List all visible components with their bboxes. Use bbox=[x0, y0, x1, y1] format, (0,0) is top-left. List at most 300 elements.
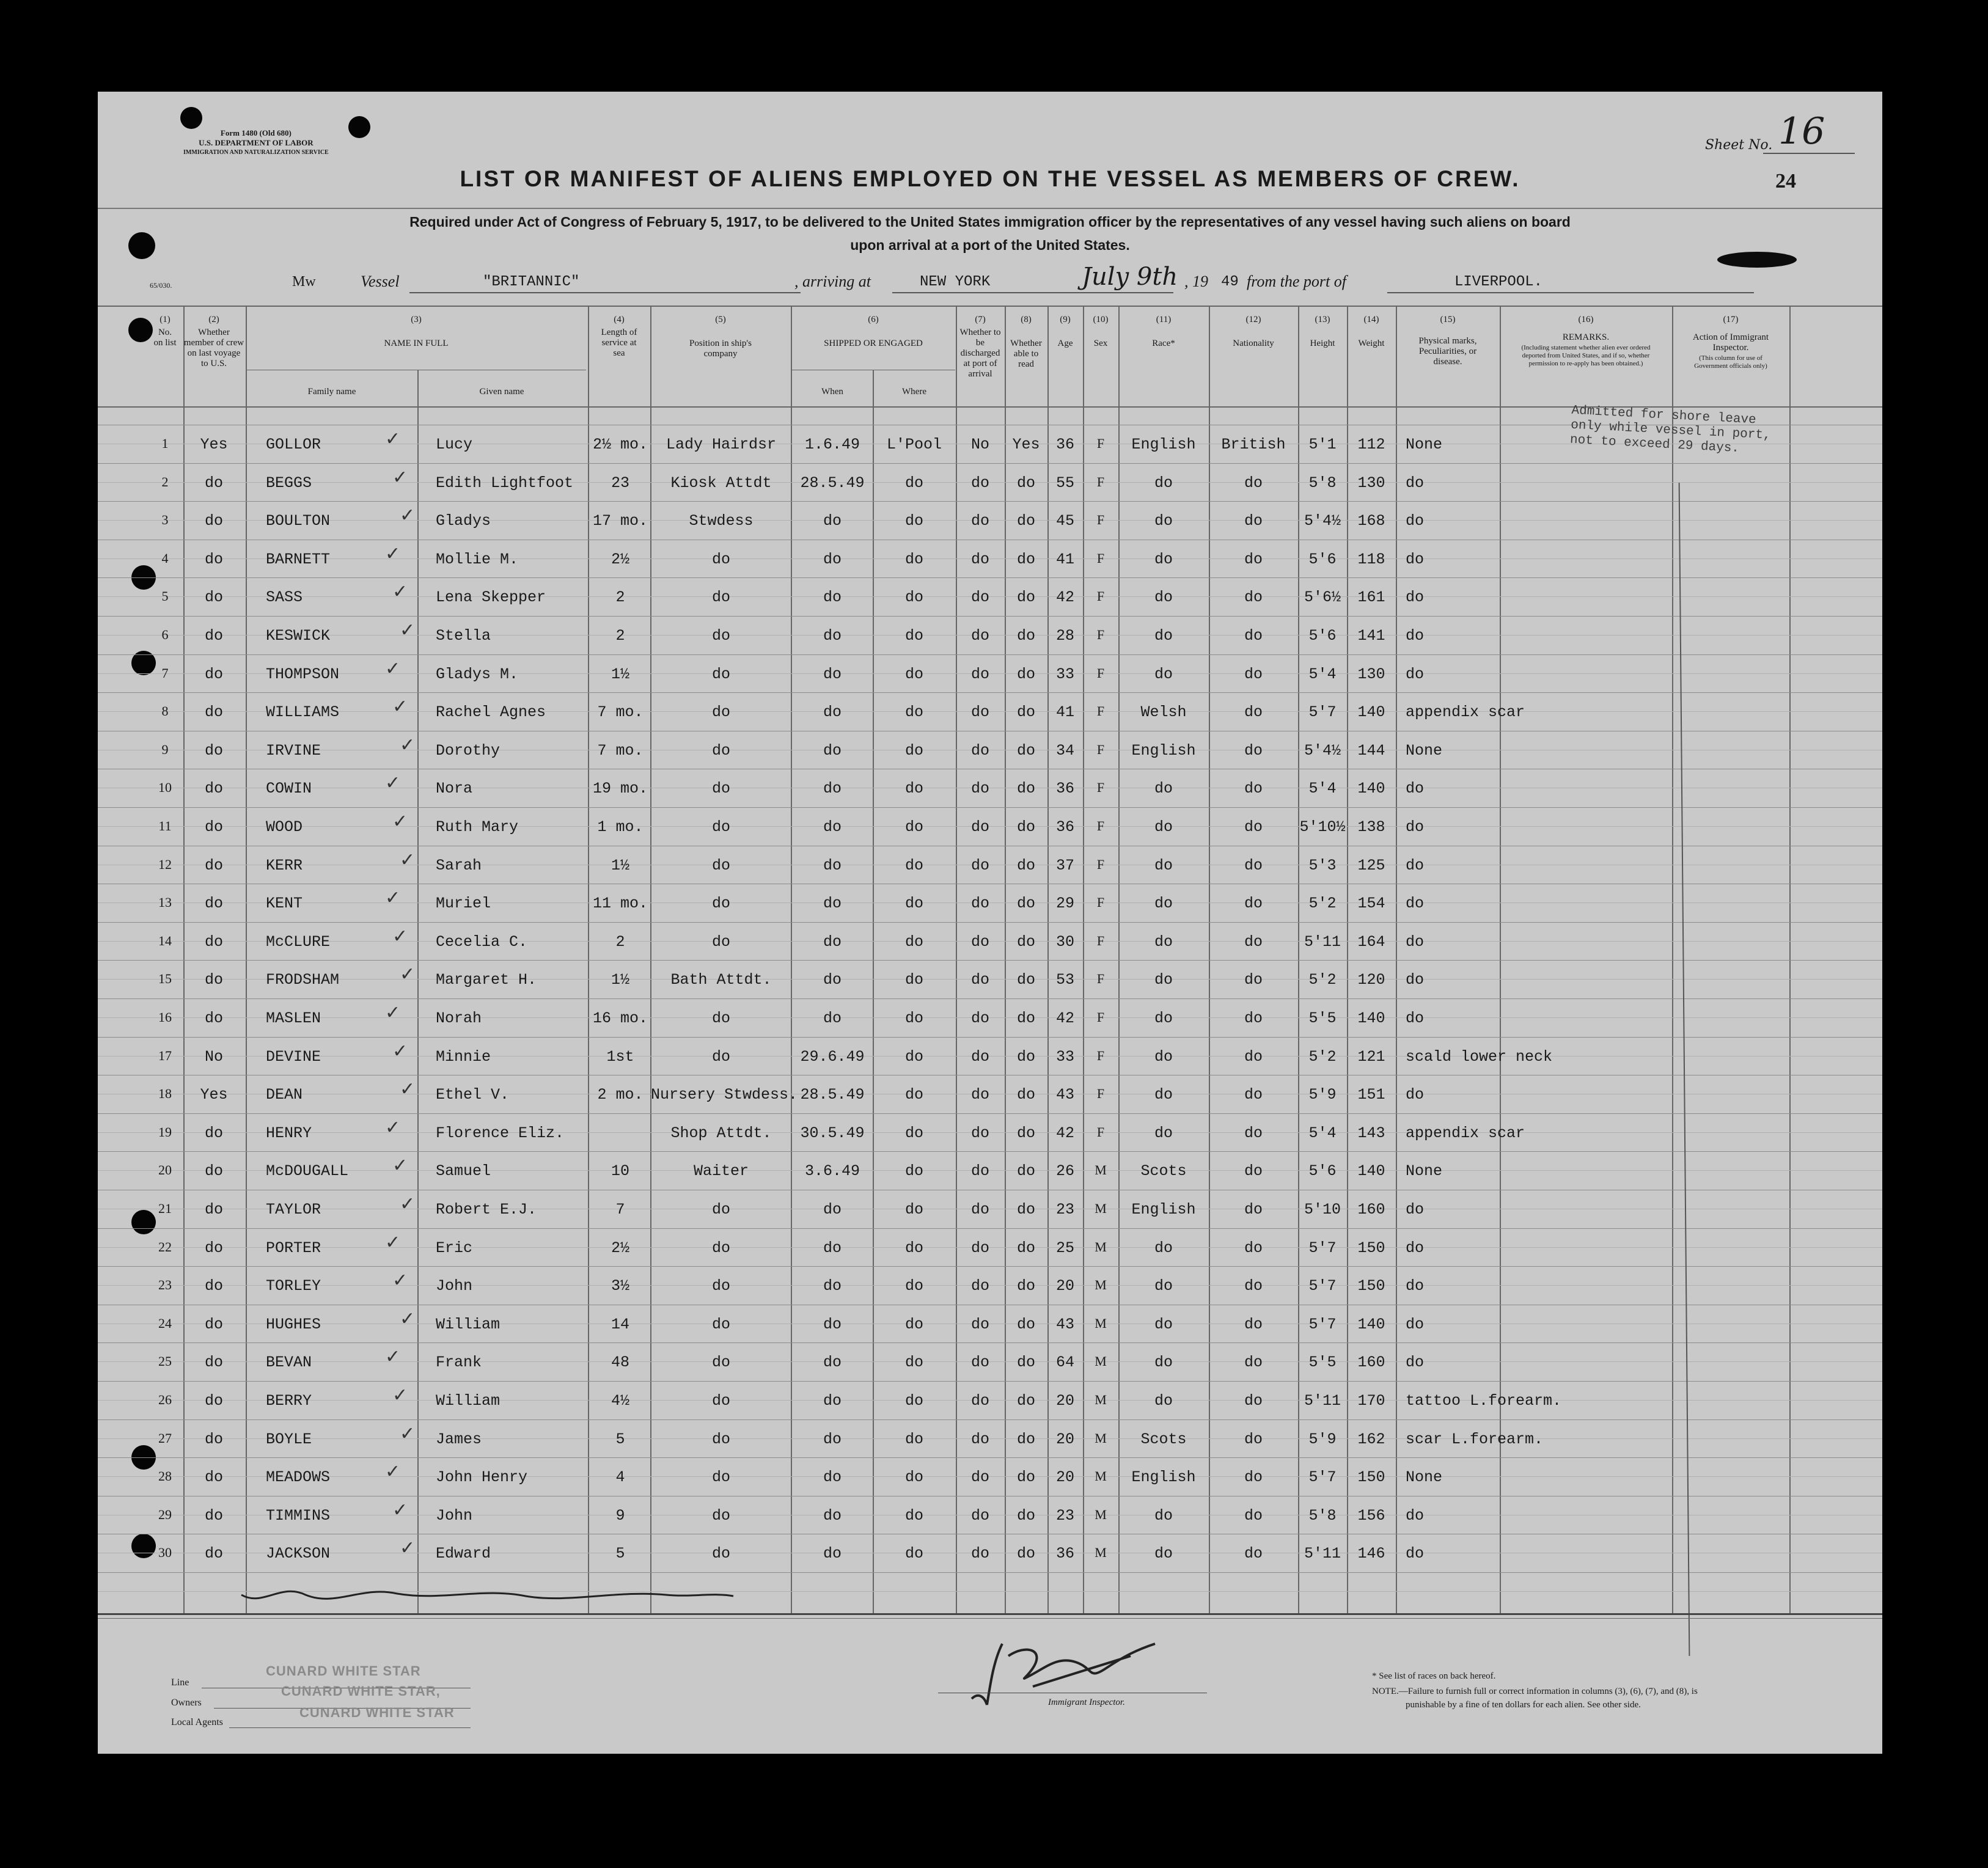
family-name: THOMPSON bbox=[266, 665, 340, 683]
nationality: do bbox=[1244, 550, 1263, 568]
given-name: Stella bbox=[436, 627, 491, 645]
shipped-when: do bbox=[823, 1239, 842, 1257]
table-row bbox=[98, 731, 1882, 769]
row-number: 27 bbox=[158, 1430, 172, 1446]
given-name: Mollie M. bbox=[436, 550, 519, 568]
col2-header bbox=[183, 315, 244, 369]
given-name: Lucy bbox=[436, 436, 473, 453]
family-name: KENT bbox=[266, 895, 303, 913]
height: 5'9 bbox=[1308, 1430, 1337, 1448]
row-number: 29 bbox=[158, 1506, 172, 1522]
shipped-where: do bbox=[904, 780, 923, 798]
nationality: do bbox=[1244, 1162, 1263, 1181]
age: 37 bbox=[1055, 856, 1074, 874]
position: do bbox=[711, 1545, 730, 1563]
col15-label: Physical marks, Peculiarities, or disease. bbox=[1418, 336, 1477, 367]
row-number: 12 bbox=[158, 856, 172, 872]
age: 28 bbox=[1055, 627, 1074, 645]
able-to-read: do bbox=[1016, 1162, 1035, 1181]
age: 36 bbox=[1055, 818, 1074, 836]
height: 5'6½ bbox=[1304, 588, 1341, 607]
race: do bbox=[1154, 856, 1173, 874]
age: 33 bbox=[1055, 1047, 1074, 1066]
shipped-when: do bbox=[823, 1506, 842, 1525]
service-length: 1½ bbox=[611, 971, 629, 989]
age: 43 bbox=[1055, 1315, 1074, 1333]
last-voyage: do bbox=[204, 512, 223, 530]
row-number: 25 bbox=[158, 1353, 172, 1369]
table-row bbox=[98, 654, 1882, 692]
sex: F bbox=[1096, 703, 1105, 719]
nationality: do bbox=[1244, 627, 1263, 645]
sex: F bbox=[1096, 665, 1105, 681]
race: do bbox=[1154, 588, 1173, 607]
discharged: do bbox=[970, 741, 989, 760]
weight: 162 bbox=[1357, 1430, 1385, 1448]
col2-label: Whether member of crew on last voyage to U.S. bbox=[183, 328, 244, 368]
service-length: 5 bbox=[615, 1545, 625, 1563]
weight: 161 bbox=[1357, 588, 1385, 607]
race: do bbox=[1154, 1009, 1173, 1027]
col9-header bbox=[1048, 315, 1082, 349]
physical-marks: do bbox=[1406, 550, 1425, 568]
nationality: do bbox=[1244, 932, 1263, 951]
row-number: 6 bbox=[161, 627, 169, 642]
shipped-where: do bbox=[904, 665, 923, 683]
service-length: 2 bbox=[615, 627, 625, 645]
weight: 164 bbox=[1357, 932, 1385, 951]
last-voyage: do bbox=[204, 1353, 223, 1372]
year-prefix: , 19 bbox=[1184, 273, 1208, 290]
physical-marks: do bbox=[1406, 818, 1425, 836]
height: 5'6 bbox=[1308, 627, 1337, 645]
family-name: WILLIAMS bbox=[266, 703, 340, 722]
col3-label: NAME IN FULL bbox=[384, 339, 449, 348]
race: do bbox=[1154, 512, 1173, 530]
row-number: 10 bbox=[158, 780, 172, 796]
sex: F bbox=[1096, 1086, 1105, 1102]
given-name: John Henry bbox=[436, 1468, 528, 1487]
height: 5'6 bbox=[1308, 550, 1337, 568]
check-mark-icon: ✓ bbox=[400, 620, 416, 641]
age: 23 bbox=[1055, 1506, 1074, 1525]
given-name: Gladys M. bbox=[436, 665, 519, 683]
height: 5'5 bbox=[1308, 1353, 1337, 1372]
position: Lady Hairdsr bbox=[666, 436, 777, 453]
col1-num: (1) bbox=[160, 315, 171, 324]
table-row bbox=[98, 692, 1882, 730]
col17-num: (17) bbox=[1723, 315, 1739, 324]
shipped-when: 30.5.49 bbox=[800, 1124, 865, 1142]
sheet-number: 16 bbox=[1778, 110, 1825, 153]
able-to-read: do bbox=[1016, 1124, 1035, 1142]
given-name: Gladys bbox=[436, 512, 491, 530]
family-name: JACKSON bbox=[266, 1545, 331, 1563]
check-mark-icon: ✓ bbox=[400, 964, 416, 986]
weight: 160 bbox=[1357, 1353, 1385, 1372]
col12-num: (12) bbox=[1245, 315, 1261, 324]
family-name: BEGGS bbox=[266, 474, 312, 492]
race: do bbox=[1154, 818, 1173, 836]
from-rule bbox=[1387, 292, 1754, 293]
able-to-read: Yes bbox=[1012, 436, 1040, 453]
shipped-when: do bbox=[823, 1430, 842, 1448]
check-mark-icon: ✓ bbox=[392, 925, 408, 947]
sex: M bbox=[1095, 1506, 1107, 1522]
header-top-rule bbox=[98, 306, 1882, 307]
weight: 140 bbox=[1357, 1162, 1385, 1181]
age: 42 bbox=[1055, 588, 1074, 607]
col8-num: (8) bbox=[1021, 315, 1032, 324]
row-number: 19 bbox=[158, 1124, 172, 1140]
physical-marks: tattoo L.forearm. bbox=[1406, 1392, 1562, 1410]
last-voyage: do bbox=[204, 1124, 223, 1142]
last-voyage: Yes bbox=[200, 1086, 228, 1104]
weight: 160 bbox=[1357, 1201, 1385, 1218]
weight: 143 bbox=[1357, 1124, 1385, 1142]
col1-header bbox=[147, 315, 183, 351]
able-to-read: do bbox=[1016, 1239, 1035, 1257]
last-voyage: No bbox=[204, 1047, 223, 1066]
last-voyage: do bbox=[204, 1239, 223, 1257]
given-name: Edith Lightfoot bbox=[436, 474, 574, 492]
service-length: 3½ bbox=[611, 1277, 629, 1295]
position: do bbox=[711, 627, 730, 645]
col16-label: REMARKS. bbox=[1562, 332, 1610, 342]
able-to-read: do bbox=[1016, 665, 1035, 683]
physical-marks: None bbox=[1406, 436, 1443, 453]
last-voyage: do bbox=[204, 1468, 223, 1487]
discharged: do bbox=[970, 512, 989, 530]
vessel-label: Vessel bbox=[361, 273, 400, 290]
position: do bbox=[711, 550, 730, 568]
able-to-read: do bbox=[1016, 1086, 1035, 1104]
table-row bbox=[98, 884, 1882, 921]
check-mark-icon: ✓ bbox=[392, 1385, 408, 1406]
weight: 140 bbox=[1357, 703, 1385, 722]
discharged: do bbox=[970, 703, 989, 722]
weight: 151 bbox=[1357, 1086, 1385, 1104]
manifest-page bbox=[98, 92, 1882, 1754]
shipped-when: do bbox=[823, 1545, 842, 1563]
row-number: 26 bbox=[158, 1392, 172, 1407]
fine-note-1: NOTE.—Failure to furnish full or correct information in columns (3), (6), (7), and (8), is bbox=[1372, 1687, 1698, 1696]
age: 20 bbox=[1055, 1277, 1074, 1295]
table-row bbox=[98, 1342, 1882, 1380]
physical-marks: do bbox=[1406, 1315, 1425, 1333]
discharged: do bbox=[970, 588, 989, 607]
physical-marks: do bbox=[1406, 627, 1425, 645]
row-number: 1 bbox=[161, 436, 169, 451]
last-voyage: do bbox=[204, 703, 223, 722]
owners-label: Owners bbox=[171, 1698, 202, 1708]
last-voyage: do bbox=[204, 550, 223, 568]
shipped-when: do bbox=[823, 1468, 842, 1487]
able-to-read: do bbox=[1016, 1353, 1035, 1372]
discharged: do bbox=[970, 1506, 989, 1525]
check-mark-icon: ✓ bbox=[400, 1423, 416, 1445]
discharged: do bbox=[970, 1201, 989, 1218]
family-name: DEAN bbox=[266, 1086, 303, 1104]
check-mark-icon: ✓ bbox=[385, 1116, 401, 1138]
check-mark-icon: ✓ bbox=[400, 849, 416, 871]
physical-marks: scar L.forearm. bbox=[1406, 1430, 1544, 1448]
discharged: do bbox=[970, 1430, 989, 1448]
page-number: 24 bbox=[1775, 170, 1796, 192]
sheet-label: Sheet No. bbox=[1705, 137, 1773, 153]
service-length: 1 mo. bbox=[597, 818, 644, 836]
service-length: 14 bbox=[611, 1315, 629, 1333]
race: do bbox=[1154, 1086, 1173, 1104]
service-length: 7 mo. bbox=[597, 703, 644, 722]
vessel-name: "BRITANNIC" bbox=[483, 274, 580, 290]
check-mark-icon: ✓ bbox=[392, 1155, 408, 1177]
age: 34 bbox=[1055, 741, 1074, 760]
weight: 125 bbox=[1357, 856, 1385, 874]
table-row bbox=[98, 577, 1882, 615]
height: 5'10½ bbox=[1299, 818, 1346, 836]
height: 5'4 bbox=[1308, 780, 1337, 798]
nationality: do bbox=[1244, 1277, 1263, 1295]
family-name: BEVAN bbox=[266, 1353, 312, 1372]
shipped-when: 28.5.49 bbox=[800, 1086, 865, 1104]
given-name: Rachel Agnes bbox=[436, 703, 546, 722]
shipped-when: do bbox=[823, 932, 842, 951]
family-name: TORLEY bbox=[266, 1277, 321, 1295]
race: do bbox=[1154, 932, 1173, 951]
shipped-where: do bbox=[904, 895, 923, 913]
when-header: When bbox=[821, 387, 843, 397]
check-mark-icon: ✓ bbox=[385, 887, 401, 909]
family-name: KERR bbox=[266, 856, 303, 874]
age: 55 bbox=[1055, 474, 1074, 492]
given-name: James bbox=[436, 1430, 482, 1448]
table-row bbox=[98, 1266, 1882, 1304]
nationality: do bbox=[1244, 1506, 1263, 1525]
table-row bbox=[98, 769, 1882, 807]
service-length: 19 mo. bbox=[592, 780, 648, 798]
position: do bbox=[711, 818, 730, 836]
inspector-label: Immigrant Inspector. bbox=[1048, 1698, 1125, 1707]
row-number: 28 bbox=[158, 1468, 172, 1484]
service-length: 23 bbox=[611, 474, 629, 492]
height: 5'3 bbox=[1308, 856, 1337, 874]
physical-marks: appendix scar bbox=[1406, 1124, 1525, 1142]
height: 5'4½ bbox=[1304, 741, 1341, 760]
height: 5'4½ bbox=[1304, 512, 1341, 530]
family-name: SASS bbox=[266, 588, 303, 607]
given-name: Eric bbox=[436, 1239, 473, 1257]
given-name: Ruth Mary bbox=[436, 818, 519, 836]
shipped-when: do bbox=[823, 971, 842, 989]
table-row bbox=[98, 1075, 1882, 1113]
family-name: BOULTON bbox=[266, 512, 331, 530]
col3-num: (3) bbox=[411, 315, 422, 324]
age: 43 bbox=[1055, 1086, 1074, 1104]
table-row bbox=[98, 1457, 1882, 1495]
check-mark-icon: ✓ bbox=[392, 811, 408, 832]
family-name: GOLLOR bbox=[266, 436, 321, 453]
service-length: 16 mo. bbox=[592, 1009, 648, 1027]
table-row bbox=[98, 1419, 1882, 1457]
weight: 150 bbox=[1357, 1239, 1385, 1257]
table-row bbox=[98, 1381, 1882, 1419]
nationality: do bbox=[1244, 588, 1263, 607]
nationality: do bbox=[1244, 971, 1263, 989]
last-voyage: do bbox=[204, 588, 223, 607]
discharged: do bbox=[970, 665, 989, 683]
punch-hole bbox=[180, 107, 202, 129]
shipped-where: do bbox=[904, 1315, 923, 1333]
given-name: John bbox=[436, 1506, 473, 1525]
row-number: 23 bbox=[158, 1277, 172, 1293]
sex: F bbox=[1096, 932, 1105, 948]
row-number: 3 bbox=[161, 512, 169, 528]
file-number: 65/030. bbox=[150, 281, 172, 290]
able-to-read: do bbox=[1016, 1047, 1035, 1066]
table-row bbox=[98, 807, 1882, 845]
service-length: 7 mo. bbox=[597, 741, 644, 760]
sex: F bbox=[1096, 436, 1105, 451]
given-name: Ethel V. bbox=[436, 1086, 510, 1104]
from-port-label: from the port of bbox=[1247, 273, 1346, 290]
col17-label: Action of Immigrant Inspector. bbox=[1692, 332, 1769, 353]
table-row bbox=[98, 1305, 1882, 1342]
age: 25 bbox=[1055, 1239, 1074, 1257]
family-name: McDOUGALL bbox=[266, 1162, 349, 1181]
check-mark-icon: ✓ bbox=[392, 466, 408, 488]
position: do bbox=[711, 1277, 730, 1295]
line-label: Line bbox=[171, 1677, 189, 1688]
form-number: Form 1480 (Old 680) bbox=[220, 128, 292, 137]
physical-marks: do bbox=[1406, 512, 1425, 530]
nationality: do bbox=[1244, 1353, 1263, 1372]
discharged: do bbox=[970, 550, 989, 568]
nationality: do bbox=[1244, 1124, 1263, 1142]
able-to-read: do bbox=[1016, 588, 1035, 607]
physical-marks: do bbox=[1406, 932, 1425, 951]
punch-hole bbox=[348, 116, 370, 138]
family-name: HUGHES bbox=[266, 1315, 321, 1333]
service: IMMIGRATION AND NATURALIZATION SERVICE bbox=[183, 149, 329, 156]
col12-header bbox=[1209, 315, 1297, 349]
shipped-where: do bbox=[904, 474, 923, 492]
col5-label: Position in ship's company bbox=[689, 339, 752, 359]
table-row bbox=[98, 1037, 1882, 1075]
last-voyage: do bbox=[204, 932, 223, 951]
shipped-when: do bbox=[823, 741, 842, 760]
row-number: 15 bbox=[158, 971, 172, 987]
service-length: 1½ bbox=[611, 856, 629, 874]
service-length: 2 bbox=[615, 588, 625, 607]
check-mark-icon: ✓ bbox=[385, 1231, 401, 1253]
given-name: Lena Skepper bbox=[436, 588, 546, 607]
discharged: do bbox=[970, 932, 989, 951]
shipped-where: do bbox=[904, 1506, 923, 1525]
shipped-where: do bbox=[904, 1086, 923, 1104]
last-voyage: do bbox=[204, 971, 223, 989]
height: 5'2 bbox=[1308, 1047, 1337, 1066]
service-length: 2 bbox=[615, 932, 625, 951]
last-voyage: do bbox=[204, 627, 223, 645]
height: 5'1 bbox=[1308, 436, 1337, 453]
weight: 170 bbox=[1357, 1392, 1385, 1410]
shipped-where: do bbox=[904, 1468, 923, 1487]
service-length: 11 mo. bbox=[592, 895, 648, 913]
shipped-where: do bbox=[904, 971, 923, 989]
discharged: do bbox=[970, 1162, 989, 1181]
shipped-when: do bbox=[823, 1392, 842, 1410]
table-row bbox=[98, 960, 1882, 998]
physical-marks: do bbox=[1406, 971, 1425, 989]
position: do bbox=[711, 741, 730, 760]
shipped-where: do bbox=[904, 1430, 923, 1448]
position: do bbox=[711, 1392, 730, 1410]
page-title: LIST OR MANIFEST OF ALIENS EMPLOYED ON THE VESSEL AS MEMBERS OF CREW. bbox=[460, 166, 1520, 191]
where-header: Where bbox=[902, 387, 926, 397]
col7-label: Whether to be discharged at port of arrival bbox=[959, 328, 1001, 379]
col14-header bbox=[1348, 315, 1395, 349]
sex: F bbox=[1096, 1047, 1105, 1063]
row-number: 16 bbox=[158, 1009, 172, 1025]
row-number: 13 bbox=[158, 895, 172, 910]
age: 42 bbox=[1055, 1009, 1074, 1027]
race: do bbox=[1154, 780, 1173, 798]
position: do bbox=[711, 1315, 730, 1333]
last-voyage: do bbox=[204, 741, 223, 760]
discharged: do bbox=[970, 856, 989, 874]
age: 29 bbox=[1055, 895, 1074, 913]
family-name: FRODSHAM bbox=[266, 971, 340, 989]
race: do bbox=[1154, 1047, 1173, 1066]
physical-marks: do bbox=[1406, 1506, 1425, 1525]
col16-header bbox=[1500, 315, 1671, 369]
race: Scots bbox=[1140, 1430, 1187, 1448]
discharged: do bbox=[970, 1468, 989, 1487]
age: 42 bbox=[1055, 1124, 1074, 1142]
col4-num: (4) bbox=[614, 315, 625, 324]
nationality: do bbox=[1244, 1201, 1263, 1218]
service-length: 1½ bbox=[611, 665, 629, 683]
last-voyage: do bbox=[204, 780, 223, 798]
shipped-when: do bbox=[823, 627, 842, 645]
shipped-when: do bbox=[823, 588, 842, 607]
weight: 112 bbox=[1357, 436, 1385, 453]
sex: F bbox=[1096, 895, 1105, 910]
given-name: Dorothy bbox=[436, 741, 501, 760]
arriving-label: , arriving at bbox=[794, 273, 871, 290]
weight: 121 bbox=[1357, 1047, 1385, 1066]
able-to-read: do bbox=[1016, 741, 1035, 760]
shipped-where: do bbox=[904, 1353, 923, 1372]
sex: F bbox=[1096, 588, 1105, 604]
able-to-read: do bbox=[1016, 1315, 1035, 1333]
shipped-where: do bbox=[904, 1545, 923, 1563]
nationality: do bbox=[1244, 895, 1263, 913]
nationality: do bbox=[1244, 1047, 1263, 1066]
discharged: do bbox=[970, 1315, 989, 1333]
weight: 130 bbox=[1357, 474, 1385, 492]
vessel-prefix: Mw bbox=[292, 274, 316, 290]
discharged: do bbox=[970, 1086, 989, 1104]
discharged: do bbox=[970, 1277, 989, 1295]
col11-header bbox=[1119, 315, 1208, 349]
col4-header bbox=[589, 315, 650, 361]
row-number: 9 bbox=[161, 741, 169, 757]
table-row bbox=[98, 1496, 1882, 1534]
shipped-when: 29.6.49 bbox=[800, 1047, 865, 1066]
height: 5'4 bbox=[1308, 1124, 1337, 1142]
